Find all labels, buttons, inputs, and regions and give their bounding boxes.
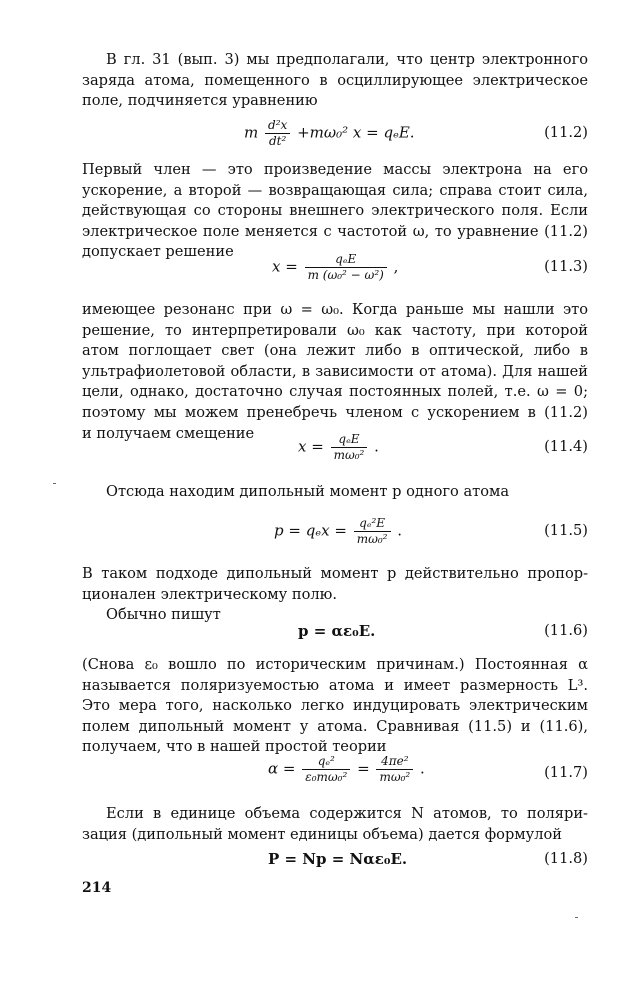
eq-lhs: p = qₑx = — [274, 521, 347, 540]
equation-number: (11.3) — [544, 258, 588, 275]
text-line: атом поглощает свет (она лежит либо в оптической, либо в — [82, 342, 588, 360]
fraction — [305, 252, 387, 283]
equation-11-2 — [244, 118, 415, 149]
fraction-denominator: mω₀² — [379, 770, 411, 784]
text-line: (Снова ε₀ вошло по историческим причинам.) Постоянная α — [82, 656, 588, 673]
text-line: поле, подчиняется уравнению — [82, 92, 318, 110]
paragraph-1 — [82, 50, 588, 112]
paragraph-4 — [82, 482, 588, 503]
eq-rest: . — [374, 437, 379, 456]
fraction-denominator: mω₀² — [333, 448, 365, 462]
text-line: В гл. 31 (вып. 3) мы предполагали, что центр электронного — [106, 51, 588, 68]
fraction-numerator: 4πe² — [376, 754, 413, 770]
eq-rest: +mω₀² x = qₑE. — [297, 123, 415, 142]
equation-number: (11.4) — [544, 438, 588, 455]
fraction — [331, 432, 368, 463]
scan-speck — [53, 483, 56, 484]
equation-number: (11.2) — [544, 124, 588, 141]
equation-number: (11.8) — [544, 850, 588, 867]
text-line: заряда атома, помещенного в осциллирующее электрическое — [82, 71, 588, 89]
text-line: Первый член — это произведение массы электрона на его — [82, 161, 588, 178]
eq-lhs: m — [244, 123, 259, 142]
text-line: Отсюда находим дипольный момент p одного атома — [106, 483, 510, 500]
fraction-numerator: qₑ²E — [354, 516, 391, 532]
text-line: Если в единице объема содержится N атомов, то поляри- — [106, 805, 588, 822]
scan-speck — [575, 917, 578, 918]
fraction-denominator: m (ω₀² − ω²) — [307, 268, 384, 282]
text-line: называется поляризуемостью атома и имеет размерность L³. — [82, 676, 588, 694]
paragraph-3 — [82, 300, 588, 444]
fraction-denominator: mω₀² — [356, 532, 388, 546]
fraction — [265, 118, 290, 149]
equation-number: (11.6) — [544, 622, 588, 639]
eq-lhs: x = — [272, 257, 298, 276]
paragraph-8 — [82, 804, 588, 845]
fraction-numerator: qₑ² — [302, 754, 350, 770]
text-line: ускорение, а второй — возвращающая сила; справа стоит сила, — [82, 181, 588, 199]
equation-11-8 — [268, 850, 407, 868]
fraction-denominator: ε₀mω₀² — [305, 770, 348, 784]
equation-number: (11.5) — [544, 522, 588, 539]
fraction-numerator: d²x — [265, 118, 290, 134]
eq-lhs: x = — [298, 437, 324, 456]
text-line: действующая со стороны внешнего электрического поля. Если — [82, 202, 588, 220]
fraction — [354, 516, 391, 547]
text-line: решение, то интерпретировали ω₀ как частоту, при которой — [82, 321, 588, 339]
equation-11-4 — [298, 432, 379, 463]
text-line: цели, однако, достаточно случая постоянных полей, т.е. ω = 0; — [82, 383, 588, 401]
eq-text: p = αε₀E. — [298, 622, 376, 640]
text-line: допускает решение — [82, 243, 234, 261]
text-line: зация (дипольный момент единицы объема) дается формулой — [82, 825, 563, 843]
equation-11-5 — [274, 516, 402, 547]
paragraph-2 — [82, 160, 588, 263]
equation-11-7 — [268, 754, 425, 785]
eq-lhs: α = — [268, 759, 296, 778]
eq-rest: . — [397, 521, 403, 540]
text-line: В таком подходе дипольный момент p действительно пропор- — [82, 565, 588, 582]
text-line: Это мера того, насколько легко индуцировать электрическим — [82, 697, 588, 715]
page-number: 214 — [82, 880, 112, 896]
paragraph-7 — [82, 655, 588, 758]
equation-11-3 — [272, 252, 398, 283]
eq-rest: , — [393, 257, 399, 276]
text-line: получаем, что в нашей простой теории — [82, 738, 387, 756]
text-line: электрическое поле меняется с частотой ω, то уравнение (11.2) — [82, 222, 588, 240]
eq-equals: = — [357, 759, 370, 778]
text-line: имеющее резонанс при ω = ω₀. Когда раньше мы нашли это — [82, 301, 588, 318]
equation-11-6 — [298, 622, 375, 640]
fraction — [376, 754, 413, 785]
fraction-denominator: dt² — [268, 134, 287, 148]
text-line: Обычно пишут — [106, 606, 221, 623]
text-line: ультрафиолетовой области, в зависимости от атома). Для нашей — [82, 362, 588, 380]
fraction-numerator: qₑE — [331, 432, 368, 448]
text-line: поэтому мы можем пренебречь членом с ускорением в (11.2) — [82, 403, 588, 421]
text-line: и получаем смещение — [82, 424, 255, 442]
text-line: ционален электрическому полю. — [82, 585, 338, 603]
fraction-numerator: qₑE — [305, 252, 387, 268]
eq-rest: . — [420, 759, 425, 778]
equation-number: (11.7) — [544, 764, 588, 781]
eq-text: P = Np = Nαε₀E. — [268, 850, 408, 868]
fraction — [302, 754, 350, 785]
paragraph-5 — [82, 564, 588, 605]
text-line: полем дипольный момент у атома. Сравнивая (11.5) и (11.6), — [82, 717, 588, 735]
